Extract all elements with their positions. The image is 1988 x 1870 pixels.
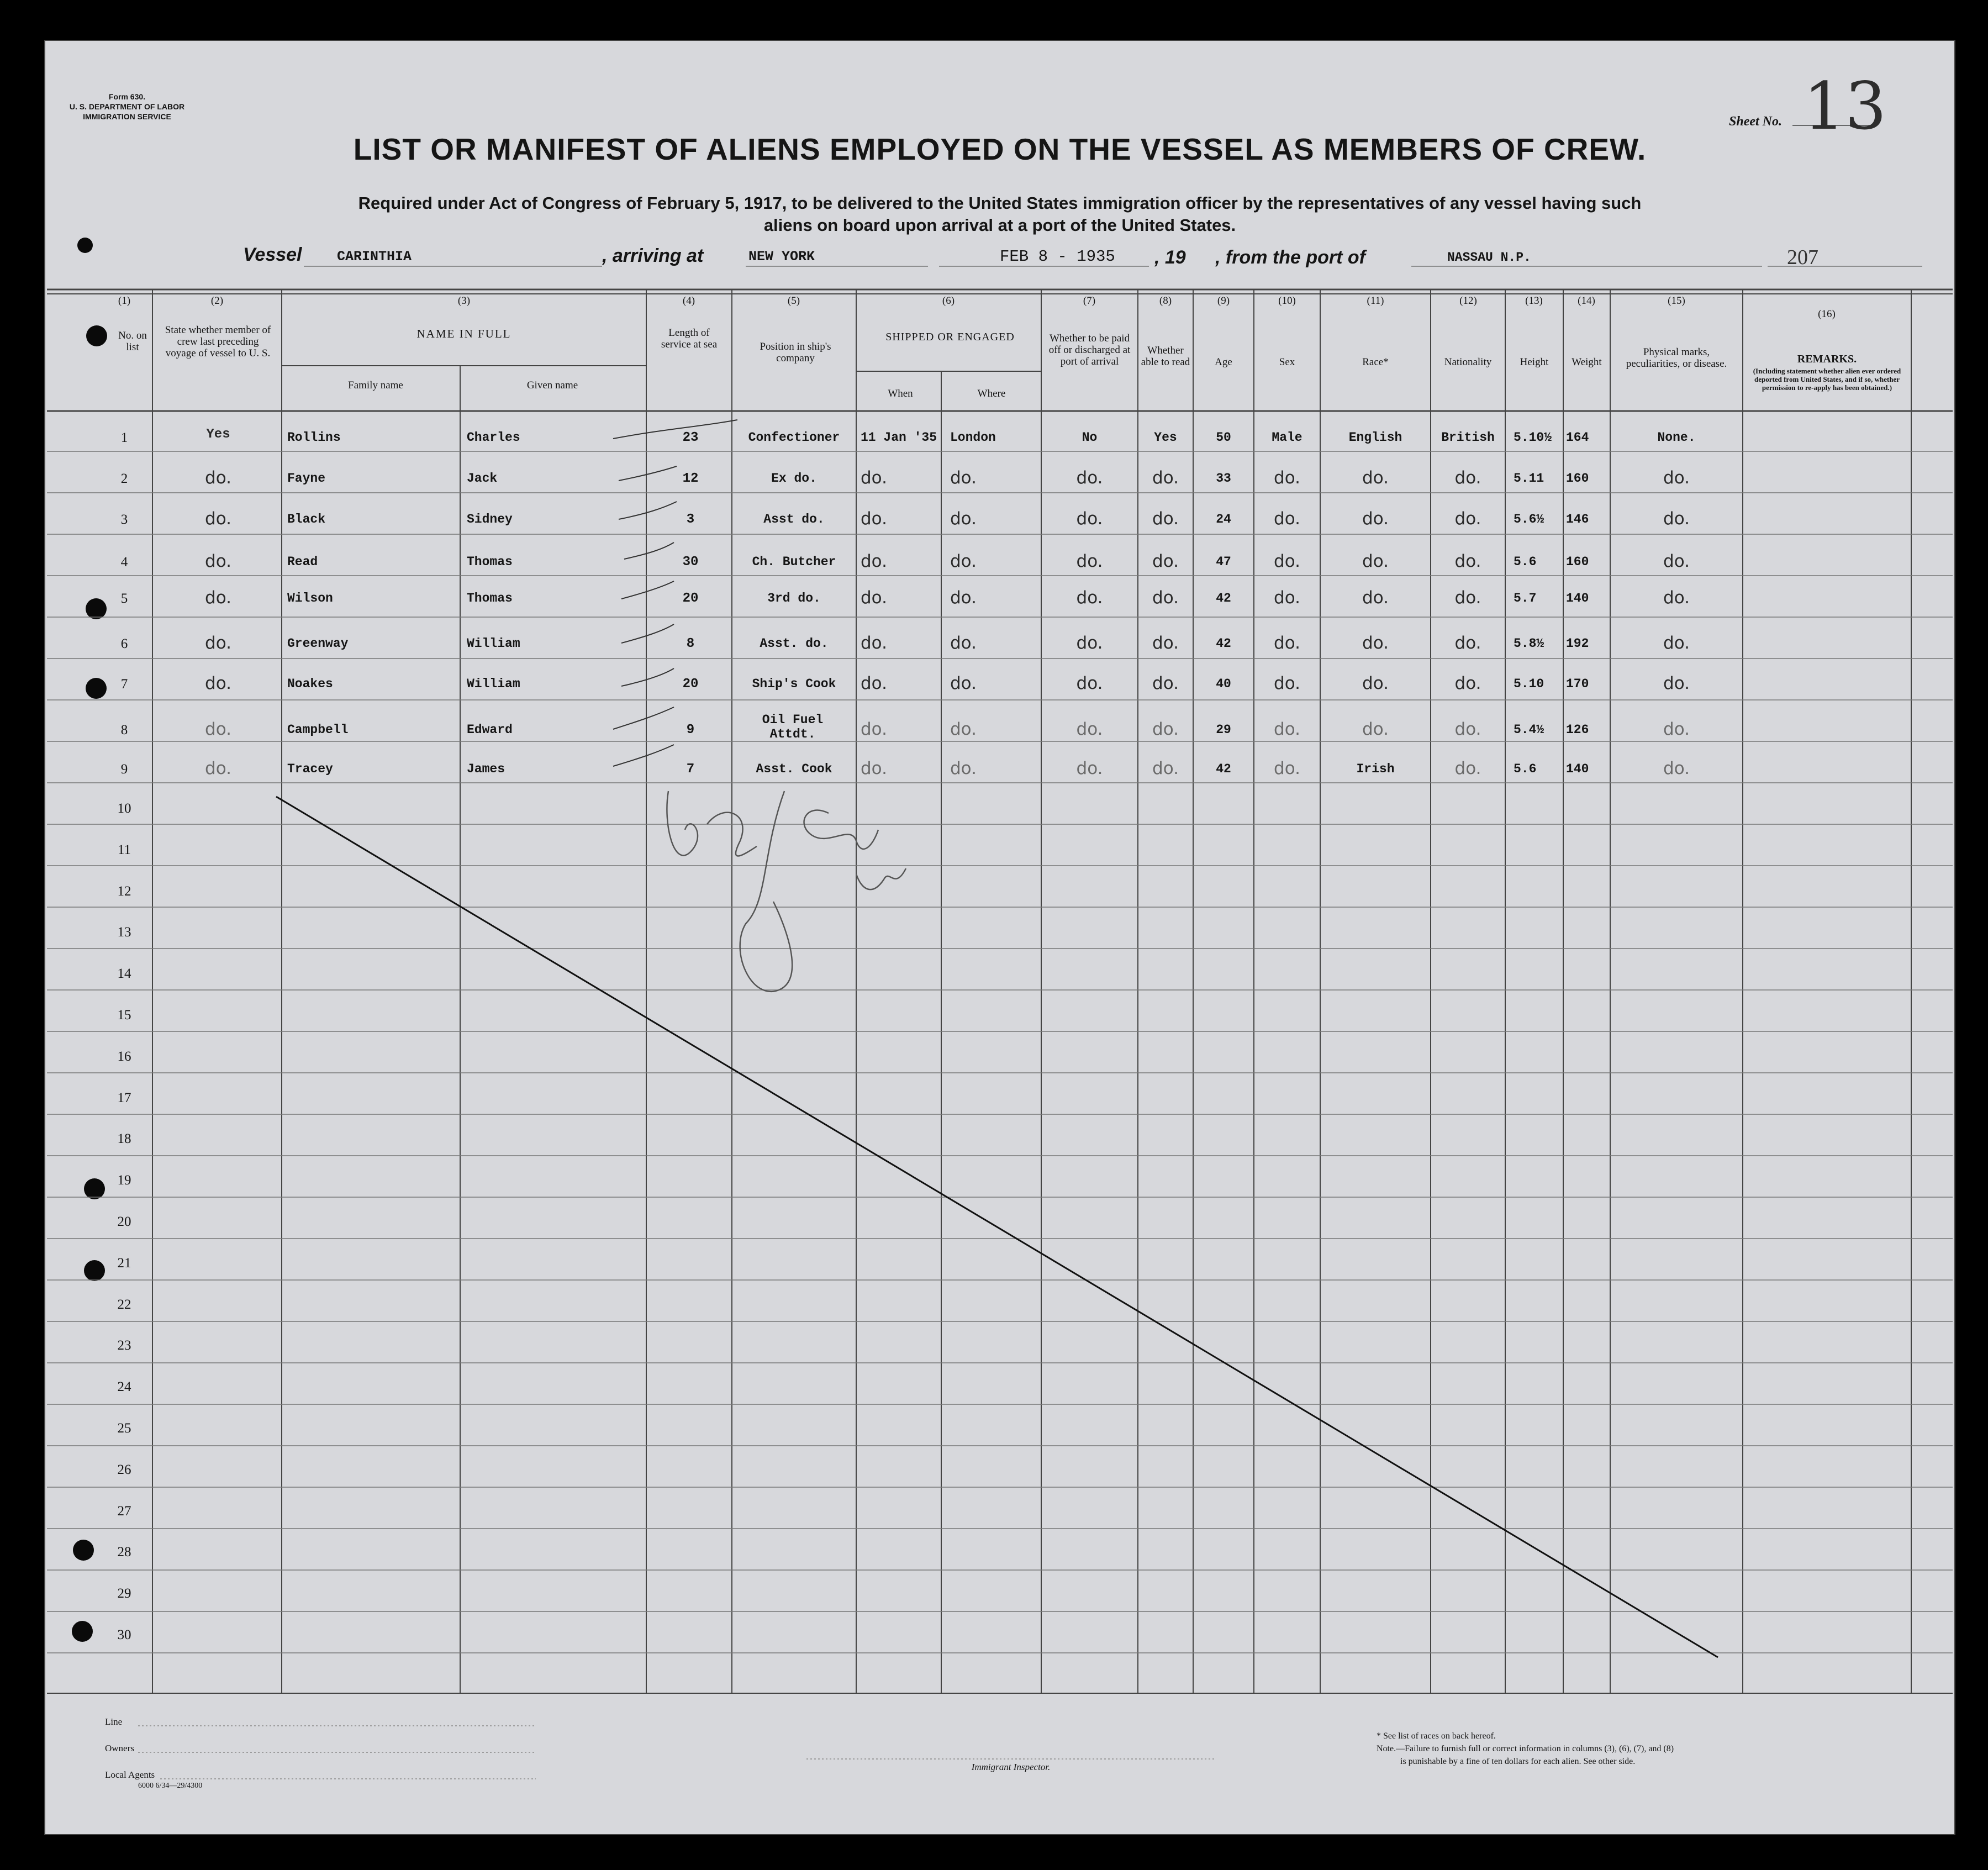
footer-agents-label: Local Agents bbox=[105, 1769, 155, 1780]
cell-height: 5.6 bbox=[1514, 555, 1537, 569]
cell-height: 5.10 bbox=[1514, 677, 1544, 691]
header-where: Where bbox=[977, 388, 1006, 399]
from-port-label: , from the port of bbox=[1215, 247, 1365, 268]
column-number: (3) bbox=[457, 295, 471, 307]
cell-race: Irish bbox=[1356, 762, 1395, 776]
cell-sex: do. bbox=[1274, 758, 1300, 778]
cell-able-to-read: do. bbox=[1152, 719, 1179, 739]
header-age: Age bbox=[1215, 356, 1232, 368]
cell-weight: 160 bbox=[1566, 555, 1589, 569]
cell-length-of-service: 12 bbox=[682, 471, 699, 486]
cell-age: 24 bbox=[1216, 512, 1231, 526]
cell-age: 29 bbox=[1216, 723, 1231, 737]
cell-weight: 146 bbox=[1566, 512, 1589, 526]
cell-given-name: Edward bbox=[467, 723, 513, 737]
form-number: Form 630. bbox=[108, 92, 146, 101]
cell-paid-off: do. bbox=[1076, 719, 1103, 739]
cell-position: 3rd do. bbox=[767, 591, 821, 605]
column-number: (5) bbox=[787, 295, 800, 307]
cell-family-name: Read bbox=[287, 555, 318, 569]
table-grid bbox=[44, 40, 1955, 1835]
cell-weight: 164 bbox=[1566, 430, 1589, 445]
cell-family-name: Black bbox=[287, 512, 326, 526]
cell-shipped-where: do. bbox=[950, 551, 977, 571]
cell-shipped-where: do. bbox=[950, 588, 977, 608]
footer-penalty-note: Note.—Failure to furnish full or correct information in columns (3), (6), (7), and (8) bbox=[1377, 1744, 1674, 1753]
cell-physical-marks: do. bbox=[1663, 673, 1690, 693]
cell-previous-voyage: do. bbox=[205, 633, 231, 653]
cell-able-to-read: do. bbox=[1152, 673, 1179, 693]
header-position: Position in ship's company bbox=[760, 341, 831, 364]
row-number: 24 bbox=[117, 1379, 131, 1394]
cell-shipped-when: do. bbox=[861, 588, 887, 608]
cell-able-to-read: do. bbox=[1152, 468, 1179, 488]
column-number: (7) bbox=[1083, 295, 1096, 307]
cell-given-name: Sidney bbox=[467, 512, 513, 526]
cell-nationality: do. bbox=[1454, 468, 1481, 488]
cell-previous-voyage: do. bbox=[205, 509, 231, 529]
cell-nationality: do. bbox=[1454, 758, 1481, 778]
row-number: 21 bbox=[117, 1256, 131, 1271]
row-number: 19 bbox=[117, 1173, 131, 1188]
cell-position: Asst do. bbox=[763, 512, 825, 526]
row-number: 30 bbox=[117, 1627, 131, 1642]
footer-races-note: * See list of races on back hereof. bbox=[1377, 1731, 1496, 1741]
cell-position: Confectioner bbox=[748, 430, 840, 445]
header-name-in-full: NAME IN FULL bbox=[416, 327, 511, 340]
header-previous-voyage: State whether member of crew last preceding voyage of vessel to U. S. bbox=[165, 324, 271, 359]
cell-physical-marks: do. bbox=[1663, 551, 1690, 571]
cell-height: 5.10½ bbox=[1514, 430, 1552, 445]
cell-able-to-read: Yes bbox=[1154, 430, 1177, 445]
sheet-number: 13 bbox=[1804, 68, 1887, 144]
header-paid-off: Whether to be paid off or discharged at port of arrival bbox=[1048, 333, 1131, 367]
footer-penalty-note-2: is punishable by a fine of ten dollars for each alien. See other side. bbox=[1400, 1757, 1636, 1766]
cell-previous-voyage: Yes bbox=[206, 427, 230, 442]
cell-weight: 160 bbox=[1566, 471, 1589, 486]
cell-position: Ch. Butcher bbox=[752, 555, 836, 569]
row-number: 6 bbox=[120, 636, 128, 651]
cell-sex: do. bbox=[1274, 551, 1300, 571]
header-nationality: Nationality bbox=[1444, 356, 1492, 368]
cell-height: 5.4½ bbox=[1514, 723, 1544, 737]
cell-physical-marks: None. bbox=[1657, 430, 1696, 445]
cell-length-of-service: 20 bbox=[682, 677, 699, 692]
cell-shipped-when: do. bbox=[861, 509, 887, 529]
column-number: (11) bbox=[1367, 295, 1384, 307]
cell-physical-marks: do. bbox=[1663, 633, 1690, 653]
cell-previous-voyage: do. bbox=[205, 673, 231, 693]
cell-shipped-where: do. bbox=[950, 633, 977, 653]
cell-sex: do. bbox=[1274, 673, 1300, 693]
cell-family-name: Rollins bbox=[287, 430, 341, 445]
cell-nationality: British bbox=[1441, 430, 1495, 445]
row-number: 25 bbox=[117, 1421, 131, 1436]
cell-shipped-when: do. bbox=[861, 468, 887, 488]
header-no-on-list: No. on list bbox=[118, 330, 147, 353]
cell-previous-voyage: do. bbox=[205, 719, 231, 739]
cell-race: do. bbox=[1362, 468, 1389, 488]
cell-given-name: Jack bbox=[467, 471, 498, 486]
departure-port: NASSAU N.P. bbox=[1447, 250, 1531, 265]
row-number: 3 bbox=[120, 512, 128, 527]
vessel-name: CARINTHIA bbox=[337, 249, 412, 265]
cell-length-of-service: 23 bbox=[682, 430, 699, 445]
service-name: IMMIGRATION SERVICE bbox=[83, 112, 171, 121]
year-label: , 19 bbox=[1154, 247, 1186, 268]
row-number: 22 bbox=[117, 1297, 131, 1312]
cell-position: Ship's Cook bbox=[752, 677, 836, 691]
cell-length-of-service: 20 bbox=[682, 591, 699, 606]
cell-weight: 140 bbox=[1566, 762, 1589, 776]
column-number: (12) bbox=[1459, 295, 1477, 307]
cell-shipped-when: do. bbox=[861, 551, 887, 571]
row-number: 17 bbox=[117, 1091, 131, 1105]
header-race: Race* bbox=[1362, 356, 1389, 368]
cell-physical-marks: do. bbox=[1663, 719, 1690, 739]
cell-family-name: Campbell bbox=[287, 723, 349, 737]
cell-age: 42 bbox=[1216, 591, 1231, 605]
cell-physical-marks: do. bbox=[1663, 758, 1690, 778]
cell-previous-voyage: do. bbox=[205, 551, 231, 571]
row-number: 15 bbox=[117, 1008, 131, 1023]
cell-paid-off: do. bbox=[1076, 468, 1103, 488]
cell-shipped-when: do. bbox=[861, 633, 887, 653]
row-number: 5 bbox=[120, 591, 128, 606]
row-number: 18 bbox=[117, 1131, 131, 1146]
cell-age: 42 bbox=[1216, 636, 1231, 651]
header-physical-marks: Physical marks, peculiarities, or disease. bbox=[1626, 346, 1727, 370]
cell-previous-voyage: do. bbox=[205, 468, 231, 488]
column-number: (13) bbox=[1525, 295, 1543, 307]
row-number: 8 bbox=[120, 723, 128, 738]
cell-shipped-where: do. bbox=[950, 509, 977, 529]
subtitle-line-1: Required under Act of Congress of February 5, 1917, to be delivered to the United States immigration officer by the representatives of any vessel having such bbox=[358, 193, 1642, 213]
row-number: 4 bbox=[120, 555, 128, 570]
header-when: When bbox=[888, 388, 913, 399]
cell-paid-off: do. bbox=[1076, 509, 1103, 529]
cell-shipped-when: do. bbox=[861, 758, 887, 778]
row-number: 26 bbox=[117, 1462, 131, 1477]
header-weight: Weight bbox=[1572, 356, 1602, 368]
header-sex: Sex bbox=[1279, 356, 1295, 368]
header-given-name: Given name bbox=[526, 380, 578, 391]
cell-age: 42 bbox=[1216, 762, 1231, 776]
page-title: LIST OR MANIFEST OF ALIENS EMPLOYED ON THE VESSEL AS MEMBERS OF CREW. bbox=[353, 132, 1647, 166]
cell-given-name: James bbox=[467, 762, 505, 776]
row-number: 29 bbox=[117, 1586, 131, 1601]
cell-able-to-read: do. bbox=[1152, 588, 1179, 608]
cell-height: 5.7 bbox=[1514, 591, 1537, 605]
cell-position: Oil Fuel Attdt. bbox=[762, 713, 824, 741]
arriving-label: , arriving at bbox=[602, 245, 704, 266]
cell-given-name: William bbox=[467, 677, 520, 691]
cell-paid-off: do. bbox=[1076, 758, 1103, 778]
cell-race: English bbox=[1348, 430, 1402, 445]
inspector-signature-scrawl bbox=[667, 791, 906, 992]
cell-shipped-where: do. bbox=[950, 719, 977, 739]
cell-position: Ex do. bbox=[771, 471, 817, 486]
cell-able-to-read: do. bbox=[1152, 509, 1179, 529]
cell-paid-off: do. bbox=[1076, 633, 1103, 653]
cell-position: Asst. Cook bbox=[756, 762, 832, 776]
row-number: 16 bbox=[117, 1049, 131, 1064]
cell-weight: 140 bbox=[1566, 591, 1589, 605]
row-number: 1 bbox=[120, 430, 128, 445]
cell-nationality: do. bbox=[1454, 633, 1481, 653]
cell-race: do. bbox=[1362, 588, 1389, 608]
cell-sex: Male bbox=[1272, 430, 1303, 445]
row-number: 28 bbox=[117, 1545, 131, 1560]
column-number: (4) bbox=[682, 295, 695, 307]
arrival-date-stamp: FEB 8 - 1935 bbox=[1000, 247, 1115, 266]
cell-sex: do. bbox=[1274, 468, 1300, 488]
manifest-sheet bbox=[44, 40, 1955, 1835]
cell-position: Asst. do. bbox=[760, 636, 829, 651]
row-number: 13 bbox=[117, 925, 131, 940]
column-number: (10) bbox=[1278, 295, 1296, 307]
header-shipped-engaged: SHIPPED OR ENGAGED bbox=[885, 331, 1015, 343]
cell-given-name: Charles bbox=[467, 430, 520, 445]
column-number: (9) bbox=[1217, 295, 1230, 307]
cell-shipped-where: do. bbox=[950, 758, 977, 778]
cell-sex: do. bbox=[1274, 633, 1300, 653]
cell-family-name: Noakes bbox=[287, 677, 333, 691]
cell-paid-off: do. bbox=[1076, 673, 1103, 693]
cell-sex: do. bbox=[1274, 719, 1300, 739]
cell-given-name: Thomas bbox=[467, 555, 513, 569]
cell-sex: do. bbox=[1274, 509, 1300, 529]
cell-nationality: do. bbox=[1454, 673, 1481, 693]
column-number: (14) bbox=[1578, 295, 1595, 307]
cell-family-name: Wilson bbox=[287, 591, 333, 605]
cell-able-to-read: do. bbox=[1152, 758, 1179, 778]
cell-height: 5.8½ bbox=[1514, 636, 1544, 651]
cell-family-name: Fayne bbox=[287, 471, 326, 486]
cell-shipped-when: do. bbox=[861, 719, 887, 739]
cell-height: 5.6 bbox=[1514, 762, 1537, 776]
cell-able-to-read: do. bbox=[1152, 633, 1179, 653]
cell-length-of-service: 3 bbox=[686, 512, 695, 527]
cell-paid-off: do. bbox=[1076, 588, 1103, 608]
cell-age: 40 bbox=[1216, 677, 1231, 691]
cell-physical-marks: do. bbox=[1663, 509, 1690, 529]
department-name: U. S. DEPARTMENT OF LABOR bbox=[69, 102, 185, 111]
column-number: (6) bbox=[942, 295, 955, 307]
cell-length-of-service: 8 bbox=[686, 636, 695, 651]
cell-age: 33 bbox=[1216, 471, 1231, 486]
cell-weight: 170 bbox=[1566, 677, 1589, 691]
header-family-name: Family name bbox=[348, 380, 403, 391]
cell-previous-voyage: do. bbox=[205, 758, 231, 778]
row-number: 10 bbox=[117, 801, 131, 816]
header-height: Height bbox=[1520, 356, 1549, 368]
cell-physical-marks: do. bbox=[1663, 588, 1690, 608]
cell-given-name: Thomas bbox=[467, 591, 513, 605]
footer-line-label: Line bbox=[105, 1716, 123, 1727]
arrival-port: NEW YORK bbox=[748, 249, 815, 265]
header-able-to-read: Whether able to read bbox=[1141, 345, 1190, 368]
cell-previous-voyage: do. bbox=[205, 588, 231, 608]
row-number: 12 bbox=[117, 884, 131, 899]
cell-sex: do. bbox=[1274, 588, 1300, 608]
row-number: 23 bbox=[117, 1338, 131, 1353]
cell-paid-off: do. bbox=[1076, 551, 1103, 571]
cell-nationality: do. bbox=[1454, 551, 1481, 571]
cell-length-of-service: 7 bbox=[686, 762, 695, 777]
cell-nationality: do. bbox=[1454, 719, 1481, 739]
cell-shipped-where: London bbox=[950, 430, 996, 445]
row-number: 27 bbox=[117, 1504, 131, 1519]
cell-race: do. bbox=[1362, 673, 1389, 693]
header-remarks-note: (Including statement whether alien ever ordered deported from United States, and if so, whether permission to re-apply has been obtained.) bbox=[1753, 367, 1901, 392]
cell-weight: 192 bbox=[1566, 636, 1589, 651]
cell-height: 5.11 bbox=[1514, 471, 1544, 486]
column-number: (2) bbox=[210, 295, 224, 307]
cell-length-of-service: 9 bbox=[686, 723, 695, 738]
cell-able-to-read: do. bbox=[1152, 551, 1179, 571]
column-number: (8) bbox=[1159, 295, 1172, 307]
cell-family-name: Tracey bbox=[287, 762, 333, 776]
sheet-number-label: Sheet No. bbox=[1729, 114, 1782, 129]
column-number: (15) bbox=[1668, 295, 1685, 307]
footer-print-code: 6000 6/34—29/4300 bbox=[138, 1782, 203, 1790]
cell-race: do. bbox=[1362, 633, 1389, 653]
cell-weight: 126 bbox=[1566, 723, 1589, 737]
subtitle-line-2: aliens on board upon arrival at a port of the United States. bbox=[763, 215, 1236, 235]
row-number: 9 bbox=[120, 762, 128, 777]
row-number: 20 bbox=[117, 1214, 131, 1229]
row-number: 14 bbox=[117, 966, 131, 981]
row-number: 7 bbox=[120, 677, 128, 692]
cell-given-name: William bbox=[467, 636, 520, 651]
vessel-label: Vessel bbox=[243, 244, 302, 265]
cell-race: do. bbox=[1362, 719, 1389, 739]
header-length-of-service: Length of service at sea bbox=[661, 327, 718, 350]
row-number: 2 bbox=[120, 471, 128, 486]
header-remarks: REMARKS. bbox=[1797, 353, 1857, 365]
column-number: (1) bbox=[118, 295, 131, 307]
cell-family-name: Greenway bbox=[287, 636, 349, 651]
row-number: 11 bbox=[117, 842, 131, 857]
cell-height: 5.6½ bbox=[1514, 512, 1544, 526]
cell-shipped-when: 11 Jan '35 bbox=[861, 430, 937, 445]
cell-physical-marks: do. bbox=[1663, 468, 1690, 488]
cell-age: 50 bbox=[1216, 430, 1231, 445]
cell-paid-off: No bbox=[1082, 430, 1098, 445]
cell-race: do. bbox=[1362, 509, 1389, 529]
cell-shipped-where: do. bbox=[950, 468, 977, 488]
cell-shipped-where: do. bbox=[950, 673, 977, 693]
cell-length-of-service: 30 bbox=[682, 555, 699, 570]
column-number: (16) bbox=[1818, 308, 1836, 320]
footer-inspector-label: Immigrant Inspector. bbox=[971, 1762, 1051, 1772]
cell-nationality: do. bbox=[1454, 509, 1481, 529]
reference-number: 207 bbox=[1787, 246, 1818, 269]
cell-shipped-when: do. bbox=[861, 673, 887, 693]
cell-race: do. bbox=[1362, 551, 1389, 571]
cell-nationality: do. bbox=[1454, 588, 1481, 608]
footer-owners-label: Owners bbox=[105, 1743, 134, 1753]
cell-age: 47 bbox=[1216, 555, 1231, 569]
